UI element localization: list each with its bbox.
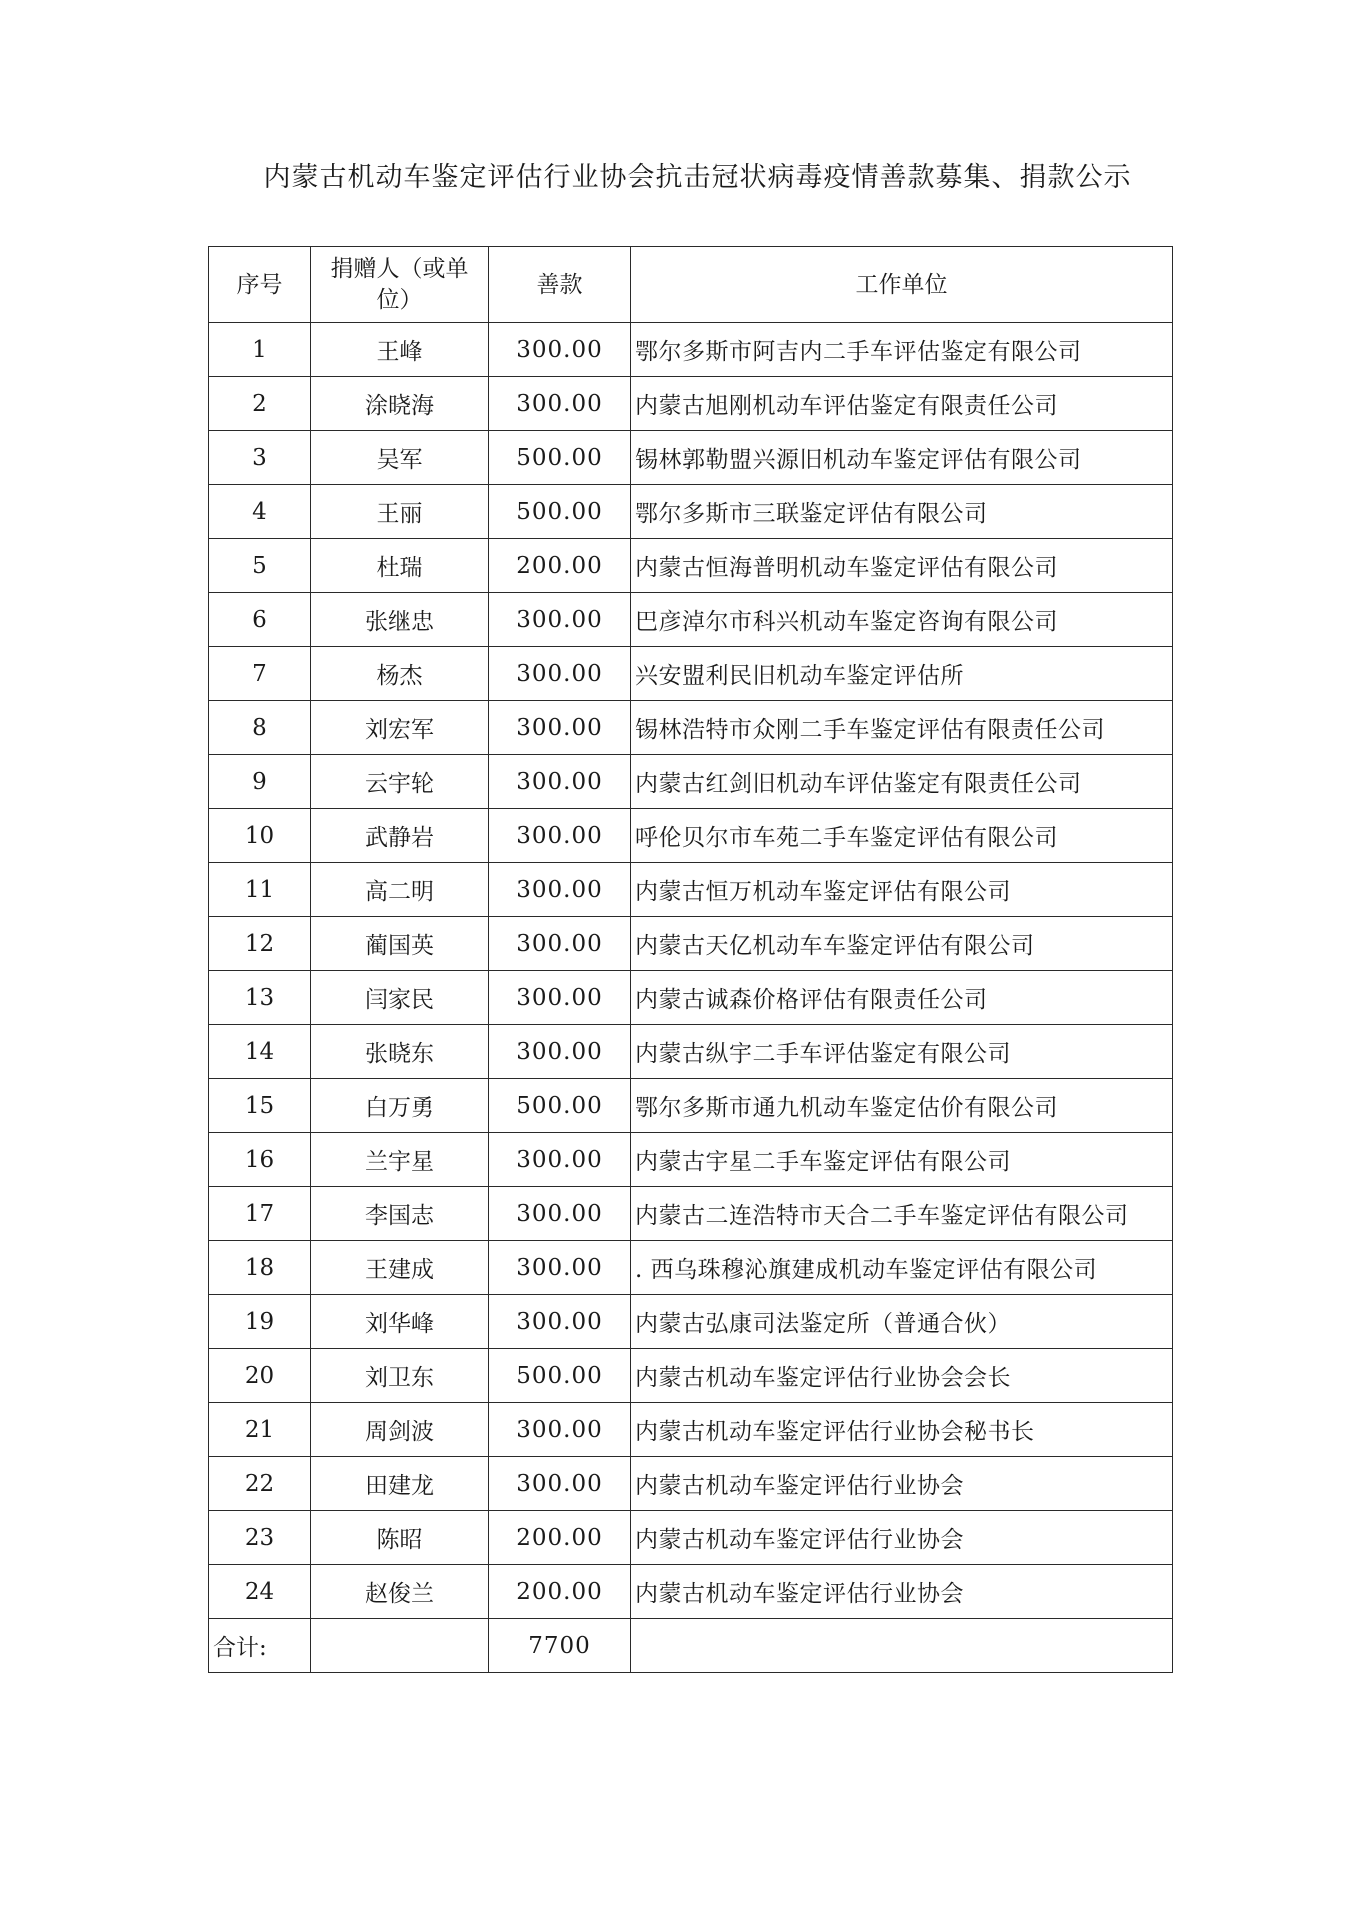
cell-seq: 9 [209,755,311,809]
cell-work-unit: 巴彦淖尔市科兴机动车鉴定咨询有限公司 [631,593,1173,647]
cell-donor-name: 兰宇星 [311,1133,489,1187]
cell-seq: 5 [209,539,311,593]
cell-donor-name: 白万勇 [311,1079,489,1133]
cell-donor-name: 涂晓海 [311,377,489,431]
cell-donor-name: 张晓东 [311,1025,489,1079]
cell-seq: 11 [209,863,311,917]
cell-seq: 7 [209,647,311,701]
table-row [209,323,1173,377]
cell-amount: 300.00 [489,1457,631,1511]
total-empty-unit-cell [631,1619,1173,1673]
cell-amount: 300.00 [489,323,631,377]
donation-table [208,246,1173,1673]
cell-seq: 16 [209,1133,311,1187]
cell-seq: 6 [209,593,311,647]
table-row [209,593,1173,647]
table-row [209,539,1173,593]
table-row [209,701,1173,755]
cell-work-unit: 内蒙古诚森价格评估有限责任公司 [631,971,1173,1025]
cell-amount: 500.00 [489,1079,631,1133]
cell-work-unit: 内蒙古二连浩特市天合二手车鉴定评估有限公司 [631,1187,1173,1241]
cell-amount: 300.00 [489,1025,631,1079]
cell-work-unit: 内蒙古机动车鉴定评估行业协会会长 [631,1349,1173,1403]
table-row [209,647,1173,701]
cell-donor-name: 刘卫东 [311,1349,489,1403]
cell-donor-name: 李国志 [311,1187,489,1241]
cell-seq: 23 [209,1511,311,1565]
cell-amount: 200.00 [489,1565,631,1619]
table-row [209,1295,1173,1349]
table-row [209,1457,1173,1511]
table-body [209,323,1173,1619]
cell-work-unit: 内蒙古弘康司法鉴定所（普通合伙） [631,1295,1173,1349]
cell-amount: 300.00 [489,377,631,431]
cell-amount: 300.00 [489,755,631,809]
cell-seq: 4 [209,485,311,539]
cell-donor-name: 吴军 [311,431,489,485]
cell-work-unit: 锡林浩特市众刚二手车鉴定评估有限责任公司 [631,701,1173,755]
cell-seq: 22 [209,1457,311,1511]
table-row [209,1403,1173,1457]
cell-donor-name: 刘华峰 [311,1295,489,1349]
cell-amount: 500.00 [489,485,631,539]
cell-seq: 18 [209,1241,311,1295]
cell-seq: 10 [209,809,311,863]
cell-work-unit: 内蒙古宇星二手车鉴定评估有限公司 [631,1133,1173,1187]
cell-donor-name: 高二明 [311,863,489,917]
cell-amount: 300.00 [489,647,631,701]
cell-work-unit: 鄂尔多斯市三联鉴定评估有限公司 [631,485,1173,539]
table-header-row [209,247,1173,323]
cell-seq: 2 [209,377,311,431]
cell-donor-name: 王峰 [311,323,489,377]
cell-work-unit: 内蒙古恒万机动车鉴定评估有限公司 [631,863,1173,917]
cell-amount: 500.00 [489,1349,631,1403]
cell-work-unit: 鄂尔多斯市阿吉内二手车评估鉴定有限公司 [631,323,1173,377]
cell-work-unit: 内蒙古红剑旧机动车评估鉴定有限责任公司 [631,755,1173,809]
table-row [209,1511,1173,1565]
table-row [209,917,1173,971]
table-row [209,431,1173,485]
cell-work-unit: 内蒙古机动车鉴定评估行业协会 [631,1511,1173,1565]
cell-amount: 500.00 [489,431,631,485]
cell-amount: 300.00 [489,701,631,755]
total-empty-cell [311,1619,489,1673]
cell-seq: 8 [209,701,311,755]
cell-amount: 300.00 [489,863,631,917]
cell-donor-name: 武静岩 [311,809,489,863]
cell-amount: 300.00 [489,1295,631,1349]
cell-amount: 200.00 [489,539,631,593]
cell-amount: 300.00 [489,593,631,647]
cell-seq: 19 [209,1295,311,1349]
cell-amount: 300.00 [489,1403,631,1457]
cell-amount: 300.00 [489,809,631,863]
cell-amount: 300.00 [489,1187,631,1241]
cell-seq: 20 [209,1349,311,1403]
table-row [209,1187,1173,1241]
cell-donor-name: 刘宏军 [311,701,489,755]
cell-work-unit: 内蒙古天亿机动车车鉴定评估有限公司 [631,917,1173,971]
cell-amount: 300.00 [489,917,631,971]
cell-donor-name: 蔺国英 [311,917,489,971]
header-amount: 善款 [489,247,631,323]
cell-donor-name: 田建龙 [311,1457,489,1511]
header-unit: 工作单位 [631,247,1173,323]
table-row [209,485,1173,539]
cell-seq: 13 [209,971,311,1025]
cell-donor-name: 云宇轮 [311,755,489,809]
table-row [209,1133,1173,1187]
table-row [209,971,1173,1025]
cell-donor-name: 赵俊兰 [311,1565,489,1619]
total-row [209,1619,1173,1673]
cell-donor-name: 张继忠 [311,593,489,647]
table-row [209,863,1173,917]
cell-amount: 300.00 [489,1241,631,1295]
cell-donor-name: 王建成 [311,1241,489,1295]
table-row [209,377,1173,431]
cell-work-unit: 兴安盟利民旧机动车鉴定评估所 [631,647,1173,701]
header-seq: 序号 [209,247,311,323]
cell-donor-name: 陈昭 [311,1511,489,1565]
total-label: 合计: [209,1619,311,1673]
table-row [209,1241,1173,1295]
cell-work-unit: 呼伦贝尔市车苑二手车鉴定评估有限公司 [631,809,1173,863]
cell-seq: 17 [209,1187,311,1241]
table-row [209,755,1173,809]
cell-amount: 200.00 [489,1511,631,1565]
cell-donor-name: 杨杰 [311,647,489,701]
cell-amount: 300.00 [489,971,631,1025]
page-title: 内蒙古机动车鉴定评估行业协会抗击冠状病毒疫情善款募集、捐款公示 [263,162,1132,193]
cell-seq: 15 [209,1079,311,1133]
cell-work-unit: 内蒙古机动车鉴定评估行业协会 [631,1457,1173,1511]
cell-work-unit: 内蒙古机动车鉴定评估行业协会 [631,1565,1173,1619]
cell-seq: 1 [209,323,311,377]
cell-work-unit: 内蒙古纵宇二手车评估鉴定有限公司 [631,1025,1173,1079]
cell-work-unit: 内蒙古恒海普明机动车鉴定评估有限公司 [631,539,1173,593]
table-row [209,1025,1173,1079]
cell-seq: 24 [209,1565,311,1619]
total-amount: 7700 [489,1619,631,1673]
cell-work-unit: 鄂尔多斯市通九机动车鉴定估价有限公司 [631,1079,1173,1133]
table-row [209,1349,1173,1403]
cell-donor-name: 王丽 [311,485,489,539]
cell-seq: 14 [209,1025,311,1079]
cell-donor-name: 周剑波 [311,1403,489,1457]
cell-work-unit: 锡林郭勒盟兴源旧机动车鉴定评估有限公司 [631,431,1173,485]
cell-donor-name: 杜瑞 [311,539,489,593]
cell-seq: 21 [209,1403,311,1457]
cell-amount: 300.00 [489,1133,631,1187]
header-donor: 捐赠人（或单位） [311,247,489,323]
cell-work-unit: . 西乌珠穆沁旗建成机动车鉴定评估有限公司 [631,1241,1173,1295]
table-row [209,1079,1173,1133]
cell-seq: 12 [209,917,311,971]
cell-donor-name: 闫家民 [311,971,489,1025]
cell-seq: 3 [209,431,311,485]
table-row [209,1565,1173,1619]
cell-work-unit: 内蒙古机动车鉴定评估行业协会秘书长 [631,1403,1173,1457]
cell-work-unit: 内蒙古旭刚机动车评估鉴定有限责任公司 [631,377,1173,431]
table-row [209,809,1173,863]
